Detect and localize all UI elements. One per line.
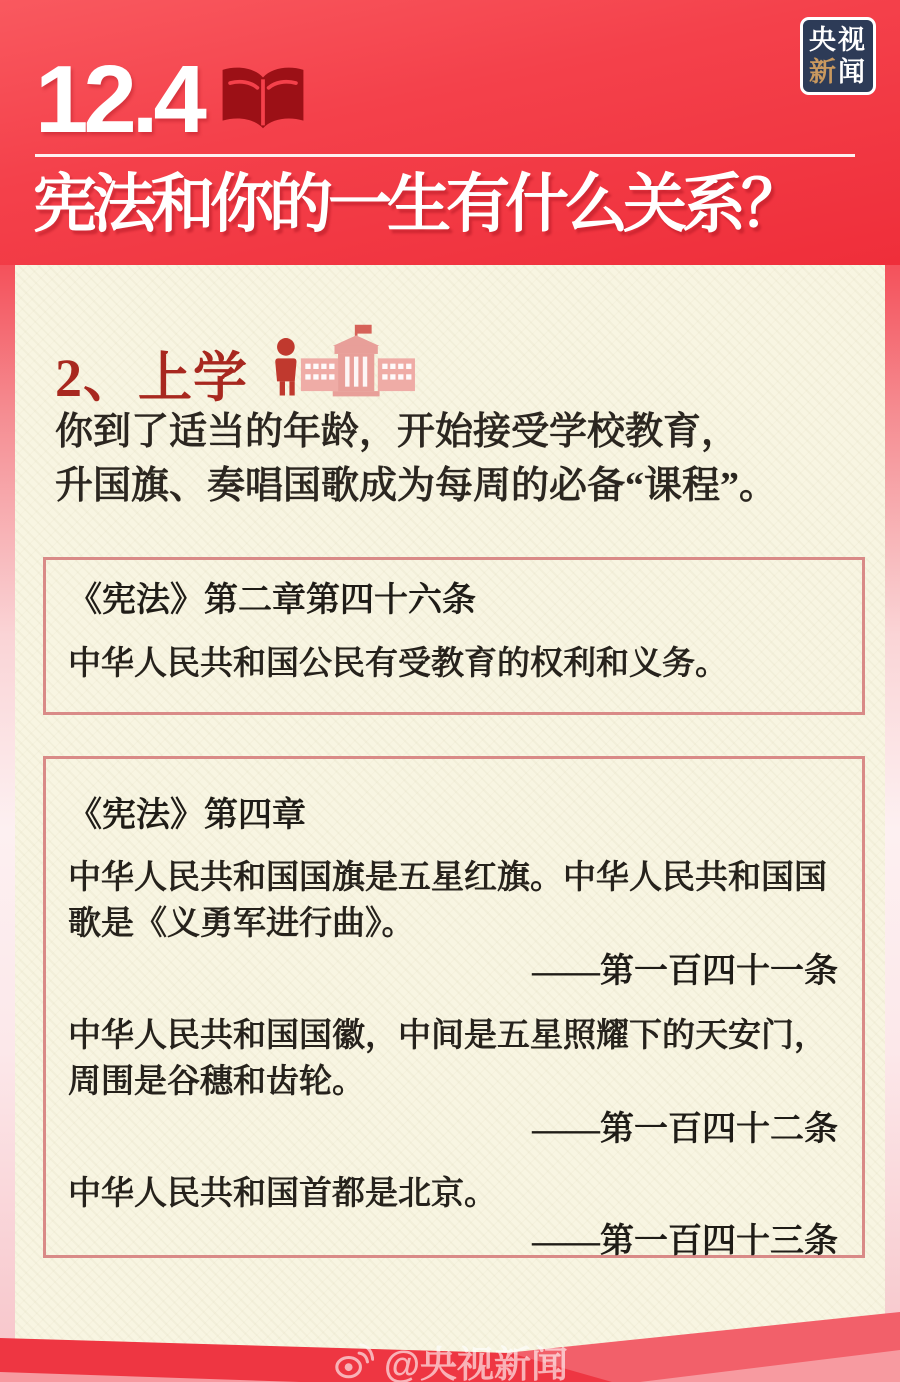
open-book-icon [216, 62, 310, 138]
school-building-icon [270, 323, 422, 407]
section-heading-text: 2、上学 [55, 348, 248, 408]
article-141-source: ——第一百四十一条 [532, 953, 838, 990]
law-box-article-46 [43, 557, 865, 715]
logo-char-xin: 新 [809, 57, 838, 87]
article-142-text: 中华人民共和国国徽，中间是五星照耀下的天安门，周围是谷穗和齿轮。 [68, 1018, 827, 1100]
content-card [15, 265, 885, 1382]
weibo-watermark [0, 1334, 900, 1382]
intro-line-2: 升国旗、奏唱国歌成为每周的必备“课程”。 [55, 465, 778, 507]
logo-line2 [809, 56, 867, 88]
law-box2-title: 《宪法》第四章 [68, 797, 306, 834]
article-143-source: ——第一百四十三条 [532, 1223, 838, 1260]
article-141-text: 中华人民共和国国旗是五星红旗。中华人民共和国国歌是《义勇军进行曲》。 [68, 860, 827, 942]
law-box1-title: 《宪法》第二章第四十六条 [68, 582, 476, 619]
section-intro [55, 405, 855, 513]
logo-char-wen: 闻 [838, 57, 867, 87]
intro-line-1: 你到了适当的年龄，开始接受学校教育， [55, 411, 740, 453]
cctv-news-logo [800, 17, 876, 95]
header-banner [0, 0, 900, 265]
article-142-source: ——第一百四十二条 [532, 1111, 838, 1148]
law-box-chapter-4 [43, 756, 865, 1258]
weibo-icon [332, 1340, 374, 1382]
page-title: 宪法和你的一生有什么关系？ [33, 168, 800, 240]
law-box1-body: 中华人民共和国公民有受教育的权利和义务。 [68, 646, 728, 682]
article-143-text: 中华人民共和国首都是北京。 [68, 1176, 497, 1212]
date-row [35, 46, 310, 153]
header-divider [35, 154, 855, 157]
section-heading [55, 323, 422, 409]
logo-line1: 央视 [809, 25, 867, 55]
date-text: 12.4 [35, 46, 202, 153]
watermark-text: @央视新闻 [383, 1344, 569, 1382]
